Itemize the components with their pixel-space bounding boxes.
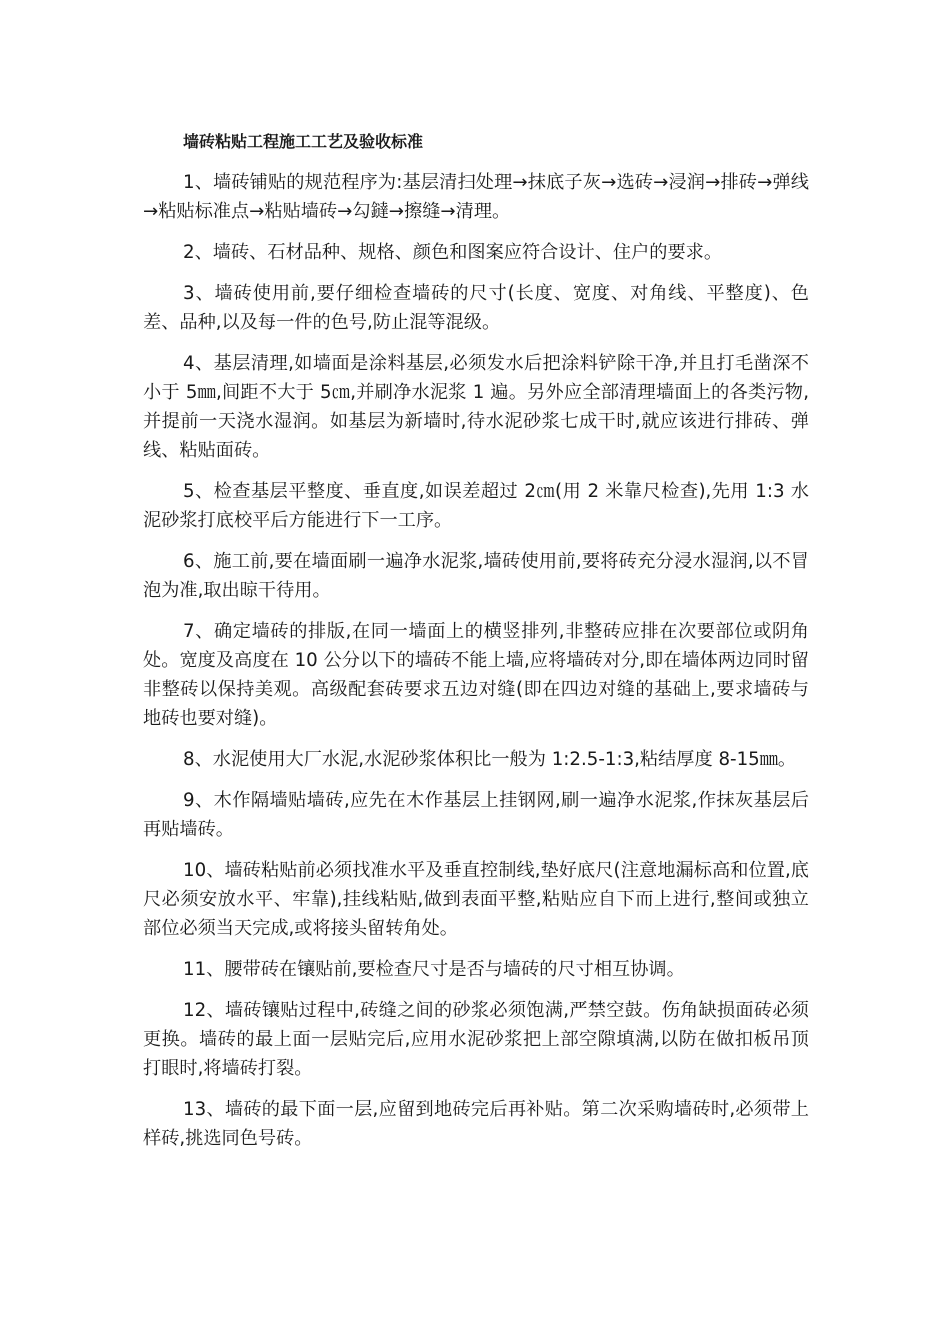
- document-title: 墙砖粘贴工程施工工艺及验收标准: [183, 132, 424, 151]
- paragraph-12: 12、墙砖镶贴过程中,砖缝之间的砂浆必须饱满,严禁空鼓。伤角缺损面砖必须更换。墙砖的最上面一层贴完后,应用水泥砂浆把上部空隙填满,以防在做扣板吊顶打眼时,将墙砖打裂。: [143, 1000, 809, 1079]
- paragraph-4: 4、基层清理,如墙面是涂料基层,必须发水后把涂料铲除干净,并且打毛凿深不小于 5㎜,间距不大于 5㎝,并刷净水泥浆 1 遍。另外应全部清理墙面上的各类污物,并提前一天浇水湿润。如基层为新墙时,待水泥砂浆七成干时,就应该进行排砖、弹线、粘贴面砖。: [143, 353, 809, 461]
- paragraph-10: 10、墙砖粘贴前必须找准水平及垂直控制线,垫好底尺(注意地漏标高和位置,底尺必须安放水平、牢靠),挂线粘贴,做到表面平整,粘贴应自下而上进行,整间或独立部位必须当天完成,或将接头留转角处。: [143, 860, 809, 939]
- paragraph-2: 2、墙砖、石材品种、规格、颜色和图案应符合设计、住户的要求。: [183, 242, 723, 263]
- document-body: [143, 168, 809, 1165]
- paragraph-9: 9、木作隔墙贴墙砖,应先在木作基层上挂钢网,刷一遍净水泥浆,作抹灰基层后再贴墙砖。: [143, 790, 809, 840]
- paragraph-6: 6、施工前,要在墙面刷一遍净水泥浆,墙砖使用前,要将砖充分浸水湿润,以不冒泡为准,取出晾干待用。: [143, 551, 809, 601]
- paragraph-3: 3、墙砖使用前,要仔细检查墙砖的尺寸(长度、宽度、对角线、平整度)、色差、品种,以及每一件的色号,防止混等混级。: [143, 283, 809, 333]
- paragraph-5: 5、检查基层平整度、垂直度,如误差超过 2㎝(用 2 米靠尺检查),先用 1:3 水泥砂浆打底校平后方能进行下一工序。: [143, 481, 809, 531]
- paragraph-13: 13、墙砖的最下面一层,应留到地砖完后再补贴。第二次采购墙砖时,必须带上样砖,挑选同色号砖。: [143, 1099, 809, 1149]
- paragraph-11: 11、腰带砖在镶贴前,要检查尺寸是否与墙砖的尺寸相互协调。: [183, 959, 685, 980]
- paragraph-8: 8、水泥使用大厂水泥,水泥砂浆体积比一般为 1:2.5-1:3,粘结厚度 8-15㎜。: [183, 749, 797, 770]
- paragraph-7: 7、确定墙砖的排版,在同一墙面上的横竖排列,非整砖应排在次要部位或阴角处。宽度及高度在 10 公分以下的墙砖不能上墙,应将墙砖对分,即在墙体两边同时留非整砖以保持美观。高级配套砖要求五边对缝(即在四边对缝的基础上,要求墙砖与地砖也要对缝)。: [143, 621, 809, 729]
- paragraph-1: 1、墙砖铺贴的规范程序为:基层清扫处理→抹底子灰→选砖→浸润→排砖→弹线→粘贴标准点→粘贴墙砖→勾鐽→擦缝→清理。: [143, 172, 809, 222]
